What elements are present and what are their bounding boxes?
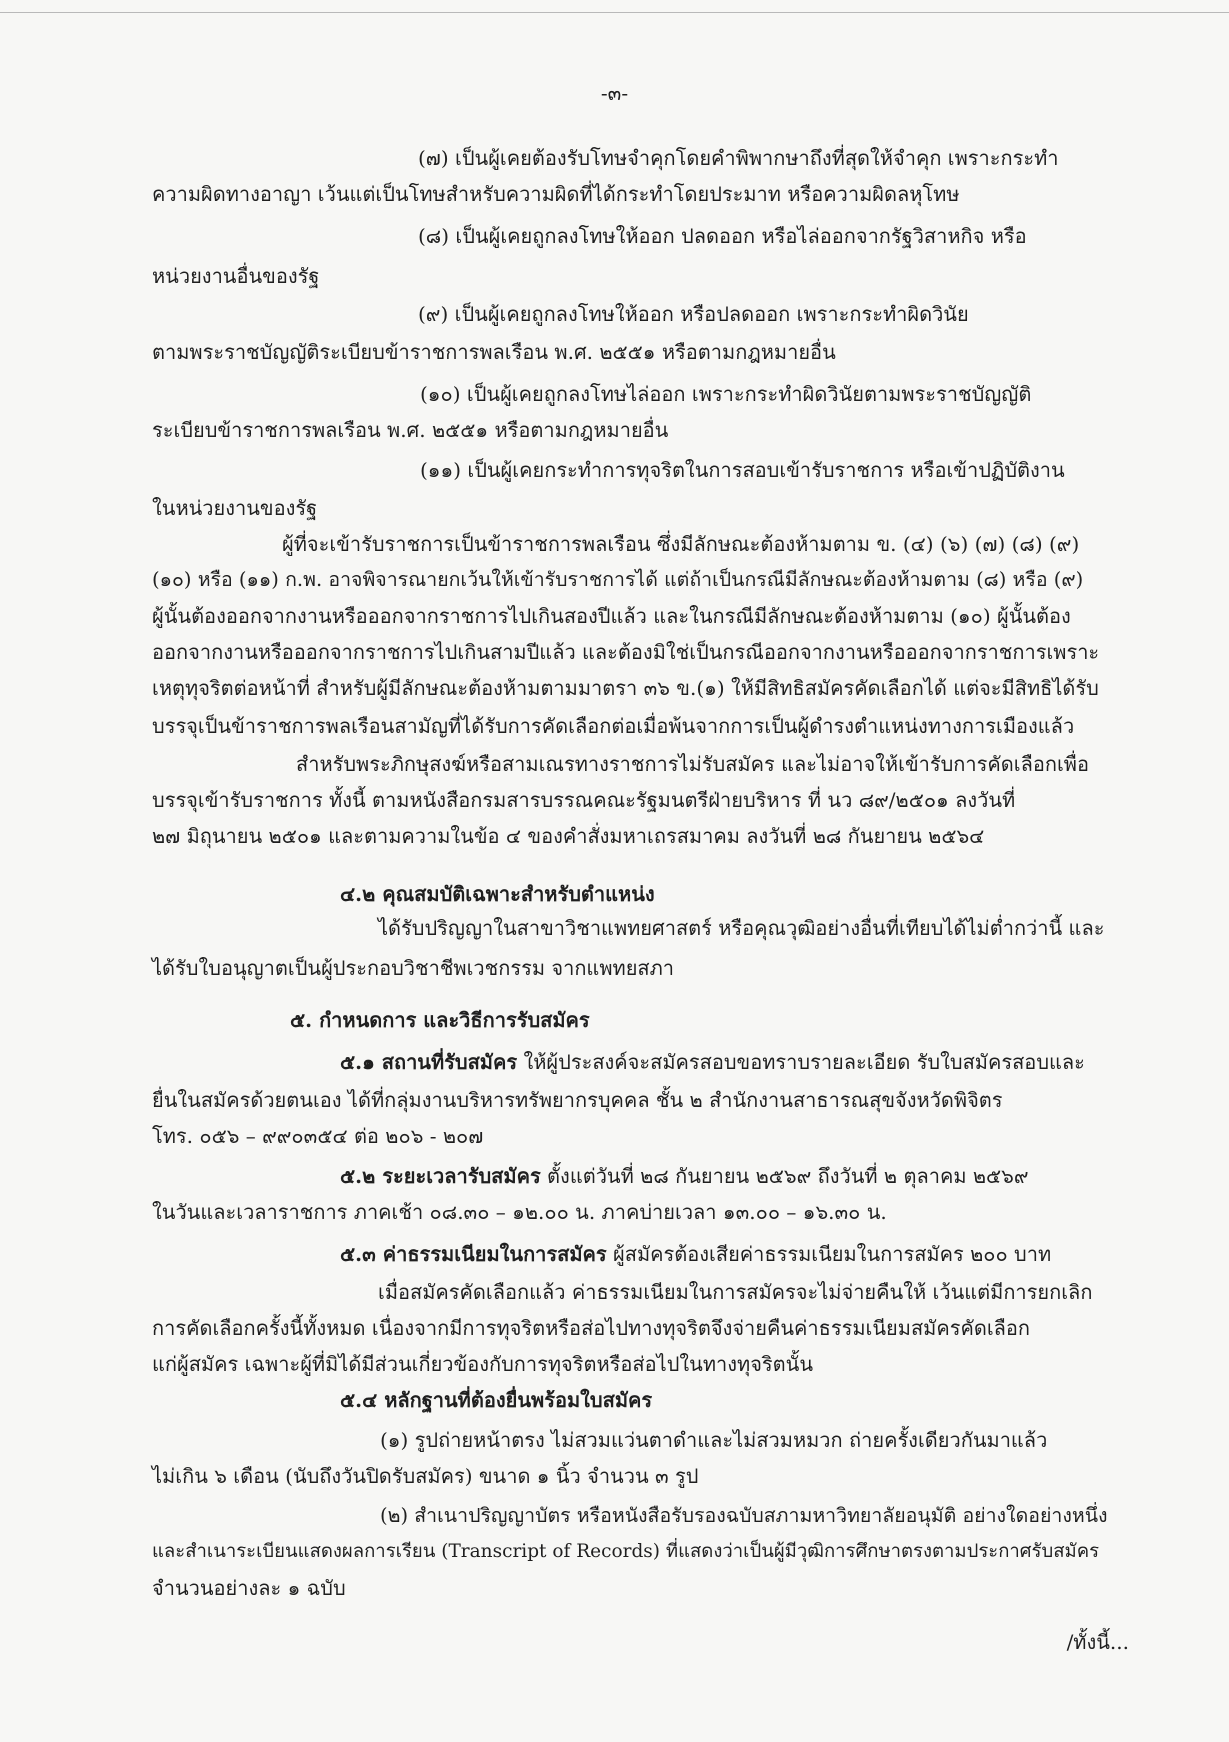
text-line — [340, 1162, 1100, 1190]
text-line: เมื่อสมัครคัดเลือกแล้ว ค่าธรรมเนียมในการสมัครจะไม่จ่ายคืนให้ เว้นแต่มีการยกเลิก — [378, 1280, 1093, 1304]
text-line: แก่ผู้สมัคร เฉพาะผู้ที่มิได้มีส่วนเกี่ยวข้องกับการทุจริตหรือส่อไปในทางทุจริตนั้น — [152, 1352, 813, 1376]
text-line: หน่วยงานอื่นของรัฐ — [152, 264, 320, 288]
text-line: (๘) เป็นผู้เคยถูกลงโทษให้ออก ปลดออก หรือไล่ออกจากรัฐวิสาหกิจ หรือ — [418, 224, 1027, 248]
subsection-heading: ๕.๑ สถานที่รับสมัคร — [340, 1050, 518, 1074]
text-line: (๙) เป็นผู้เคยถูกลงโทษให้ออก หรือปลดออก เพราะกระทำผิดวินัย — [418, 302, 969, 326]
text-line: (๑๐) เป็นผู้เคยถูกลงโทษไล่ออก เพราะกระทำผิดวินัยตามพระราชบัญญัติ — [420, 382, 1032, 406]
text-line: เหตุทุจริตต่อหน้าที่ สำหรับผู้มีลักษณะต้องห้ามตามมาตรา ๓๖ ข.(๑) ให้มีสิทธิสมัครคัดเลือกได้ แต่จะมีสิทธิได้รับ — [152, 676, 1099, 700]
text-line: (๒) สำเนาปริญญาบัตร หรือหนังสือรับรองฉบับสภามหาวิทยาลัยอนุมัติ อย่างใดอย่างหนึ่ง — [380, 1504, 1108, 1527]
text-line: ผู้นั้นต้องออกจากงานหรือออกจากราชการไปเกินสองปีแล้ว และในกรณีมีลักษณะต้องห้ามตาม (๑๐) ผู้นั้นต้อง — [152, 604, 1071, 628]
text-span: ให้ผู้ประสงค์จะสมัครสอบขอทราบรายละเอียด รับใบสมัครสอบและ — [517, 1050, 1085, 1074]
subsection-heading: ๕.๔ หลักฐานที่ต้องยื่นพร้อมใบสมัคร — [340, 1388, 653, 1412]
page-number: -๓- — [600, 81, 629, 105]
section-heading: ๕. กำหนดการ และวิธีการรับสมัคร — [290, 1008, 590, 1032]
text-span: ผู้สมัครต้องเสียค่าธรรมเนียมในการสมัคร ๒๐๐ บาท — [606, 1242, 1052, 1266]
subsection-heading: ๕.๓ ค่าธรรมเนียมในการสมัคร — [340, 1242, 607, 1266]
text-line: ระเบียบข้าราชการพลเรือน พ.ศ. ๒๕๕๑ หรือตามกฎหมายอื่น — [152, 418, 669, 442]
text-line: (๗) เป็นผู้เคยต้องรับโทษจำคุกโดยคำพิพากษาถึงที่สุดให้จำคุก เพราะกระทำ — [418, 146, 1059, 170]
text-line: ตามพระราชบัญญัติระเบียบข้าราชการพลเรือน พ.ศ. ๒๕๕๑ หรือตามกฎหมายอื่น — [152, 340, 836, 364]
text-line: จำนวนอย่างละ ๑ ฉบับ — [152, 1576, 346, 1600]
text-line: ความผิดทางอาญา เว้นแต่เป็นโทษสำหรับความผิดที่ได้กระทำโดยประมาท หรือความผิดลหุโทษ — [152, 182, 960, 206]
section-heading: ๔.๒ คุณสมบัติเฉพาะสำหรับตำแหน่ง — [340, 882, 655, 906]
top-rule — [0, 12, 1229, 13]
continuation-marker: /ทั้งนี้... — [1066, 1630, 1129, 1654]
text-span: ตั้งแต่วันที่ ๒๘ กันยายน ๒๕๖๙ ถึงวันที่ ๒ ตุลาคม ๒๕๖๙ — [540, 1164, 1029, 1188]
text-line: (๑๑) เป็นผู้เคยกระทำการทุจริตในการสอบเข้ารับราชการ หรือเข้าปฏิบัติงาน — [420, 458, 1065, 482]
text-line: (๑) รูปถ่ายหน้าตรง ไม่สวมแว่นตาดำและไม่สวมหมวก ถ่ายครั้งเดียวกันมาแล้ว — [380, 1428, 1048, 1452]
text-line: (๑๐) หรือ (๑๑) ก.พ. อาจพิจารณายกเว้นให้เข้ารับราชการได้ แต่ถ้าเป็นกรณีมีลักษณะต้องห้ามตาม (๘) หรือ (๙) — [152, 568, 1084, 591]
text-line: ในหน่วยงานของรัฐ — [152, 496, 318, 520]
text-line: ไม่เกิน ๖ เดือน (นับถึงวันปิดรับสมัคร) ขนาด ๑ นิ้ว จำนวน ๓ รูป — [152, 1464, 699, 1488]
text-line: ได้รับใบอนุญาตเป็นผู้ประกอบวิชาชีพเวชกรรม จากแพทยสภา — [152, 956, 675, 980]
text-line: ในวันและเวลาราชการ ภาคเช้า ๐๘.๓๐ – ๑๒.๐๐ น. ภาคบ่ายเวลา ๑๓.๐๐ – ๑๖.๓๐ น. — [152, 1200, 887, 1224]
text-line: และสำเนาระเบียนแสดงผลการเรียน (Transcript of Records) ที่แสดงว่าเป็นผู้มีวุฒิการศึกษาตรงตามประกาศรับสมัคร — [152, 1541, 1100, 1562]
text-line — [340, 1240, 1100, 1268]
text-line: ออกจากงานหรือออกจากราชการไปเกินสามปีแล้ว และต้องมิใช่เป็นกรณีออกจากงานหรือออกจากราชการเพราะ — [152, 640, 1100, 664]
text-line — [340, 1048, 1100, 1076]
text-line: โทร. ๐๕๖ – ๙๙๐๓๕๔ ต่อ ๒๐๖ - ๒๐๗ — [152, 1124, 484, 1148]
text-line: บรรจุเข้ารับราชการ ทั้งนี้ ตามหนังสือกรมสารบรรณคณะรัฐมนตรีฝ่ายบริหาร ที่ นว ๘๙/๒๕๐๑ ลงวันที่ — [152, 788, 1016, 812]
text-line: ผู้ที่จะเข้ารับราชการเป็นข้าราชการพลเรือน ซึ่งมีลักษณะต้องห้ามตาม ข. (๔) (๖) (๗) (๘) (๙) — [282, 532, 1080, 556]
text-line: ๒๗ มิถุนายน ๒๕๐๑ และตามความในข้อ ๔ ของคำสั่งมหาเถรสมาคม ลงวันที่ ๒๘ กันยายน ๒๕๖๔ — [152, 824, 985, 848]
text-line: การคัดเลือกครั้งนี้ทั้งหมด เนื่องจากมีการทุจริตหรือส่อไปทางทุจริตจึงจ่ายคืนค่าธรรมเนียมสมัครคัดเลือก — [152, 1316, 1031, 1340]
text-line: บรรจุเป็นข้าราชการพลเรือนสามัญที่ได้รับการคัดเลือกต่อเมื่อพ้นจากการเป็นผู้ดำรงตำแหน่งทางการเมืองแล้ว — [152, 714, 1075, 738]
subsection-heading: ๕.๒ ระยะเวลารับสมัคร — [340, 1164, 541, 1188]
text-line: สำหรับพระภิกษุสงฆ์หรือสามเณรทางราชการไม่รับสมัคร และไม่อาจให้เข้ารับการคัดเลือกเพื่อ — [296, 752, 1089, 776]
text-line: ยื่นในสมัครด้วยตนเอง ได้ที่กลุ่มงานบริหารทรัพยากรบุคคล ชั้น ๒ สำนักงานสาธารณสุขจังหวัดพิจิตร — [152, 1088, 1003, 1112]
text-line: ได้รับปริญญาในสาขาวิชาแพทยศาสตร์ หรือคุณวุฒิอย่างอื่นที่เทียบได้ไม่ต่ำกว่านี้ และ — [378, 916, 1105, 940]
